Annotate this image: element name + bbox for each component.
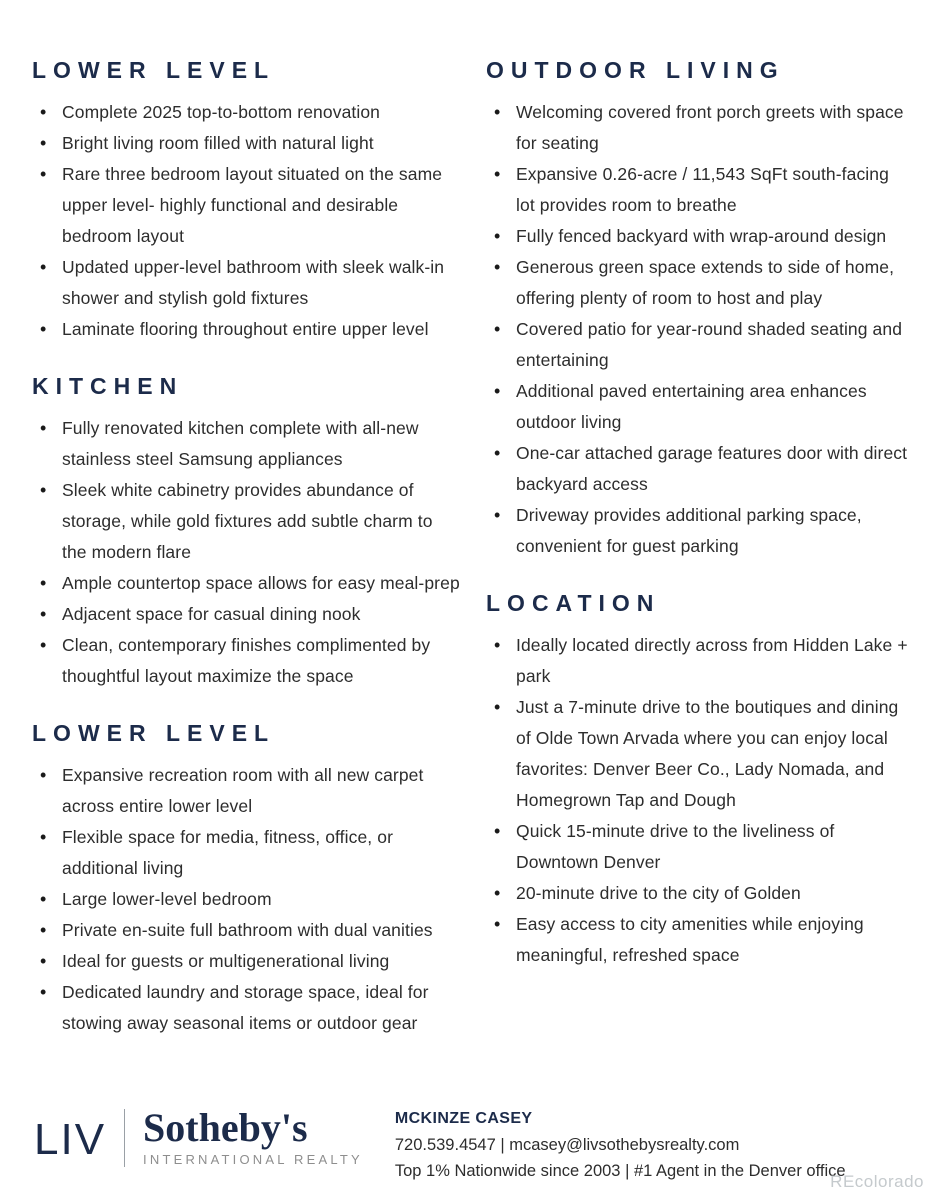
list-item: • Easy access to city amenities while enjoying meaningful, refreshed space: [486, 909, 912, 971]
agent-tagline: Top 1% Nationwide since 2003 | #1 Agent in the Denver office: [394, 1162, 846, 1180]
list-item: • Flexible space for media, fitness, office, or additional living: [32, 822, 462, 884]
list-item: • Additional paved entertaining area enhances outdoor living: [486, 376, 912, 438]
list-item: • Ideally located directly across from Hidden Lake + park: [486, 630, 912, 692]
bullet-list: [486, 97, 912, 562]
liv-sothebys-logo: [34, 1098, 363, 1167]
list-item: • Welcoming covered front porch greets with space for seating: [486, 97, 912, 159]
list-item: • Fully fenced backyard with wrap-around design: [486, 221, 912, 252]
right-column: [486, 56, 912, 1066]
liv-wordmark: LIV: [34, 1114, 107, 1164]
list-item: • 20-minute drive to the city of Golden: [486, 878, 912, 909]
list-item: • One-car attached garage features door with direct backyard access: [486, 438, 912, 500]
agent-contact: 720.539.4547 | mcasey@livsothebysrealty.com: [394, 1136, 740, 1154]
sothebys-wordmark: Sotheby's: [143, 1105, 308, 1150]
list-item: • Fully renovated kitchen complete with all-new stainless steel Samsung appliances: [32, 413, 462, 475]
footer: [34, 1098, 846, 1184]
list-item: • Expansive 0.26-acre / 11,543 SqFt south-facing lot provides room to breathe: [486, 159, 912, 221]
list-item: • Expansive recreation room with all new carpet across entire lower level: [32, 760, 462, 822]
section-title: LOWER LEVEL: [32, 720, 276, 746]
list-item: • Ample countertop space allows for easy meal-prep: [32, 568, 462, 599]
recolorado-watermark: REcolorado: [830, 1172, 924, 1191]
agent-info: [395, 1106, 846, 1184]
list-item: • Covered patio for year-round shaded seating and entertaining: [486, 314, 912, 376]
bullet-list: [486, 630, 912, 971]
list-item: • Quick 15-minute drive to the liveliness of Downtown Denver: [486, 816, 912, 878]
international-realty-label: INTERNATIONAL REALTY: [143, 1152, 363, 1167]
agent-name: MCKINZE CASEY: [394, 1110, 533, 1127]
brand-stack: [143, 1106, 363, 1167]
bullet-list: [32, 760, 462, 1039]
section-title: OUTDOOR LIVING: [486, 57, 785, 83]
list-item: • Adjacent space for casual dining nook: [32, 599, 462, 630]
logo-divider: [124, 1109, 125, 1167]
list-item: • Updated upper-level bathroom with sleek walk-in shower and stylish gold fixtures: [32, 252, 462, 314]
list-item: • Driveway provides additional parking space, convenient for guest parking: [486, 500, 912, 562]
section-lower-level: [32, 719, 462, 1039]
list-item: • Private en-suite full bathroom with dual vanities: [32, 915, 462, 946]
left-column: [32, 56, 462, 1066]
list-item: • Rare three bedroom layout situated on the same upper level- highly functional and desirable bedroom layout: [32, 159, 462, 252]
list-item: • Generous green space extends to side of home, offering plenty of room to host and play: [486, 252, 912, 314]
list-item: • Bright living room filled with natural light: [32, 128, 462, 159]
list-item: • Just a 7-minute drive to the boutiques and dining of Olde Town Arvada where you can enjoy local favorites: Denver Beer Co., Lady Nomada, and Homegrown Tap and Dough: [486, 692, 912, 816]
list-item: • Laminate flooring throughout entire upper level: [32, 314, 462, 345]
section-location: [486, 589, 912, 971]
section-title: LOWER LEVEL: [32, 57, 276, 83]
list-item: • Large lower-level bedroom: [32, 884, 462, 915]
section-title: LOCATION: [486, 590, 661, 616]
list-item: • Complete 2025 top-to-bottom renovation: [32, 97, 462, 128]
list-item: • Dedicated laundry and storage space, ideal for stowing away seasonal items or outdoor gear: [32, 977, 462, 1039]
bullet-list: [32, 413, 462, 692]
bullet-list: [32, 97, 462, 345]
section-upper-level: [32, 56, 462, 345]
section-kitchen: [32, 372, 462, 692]
list-item: • Clean, contemporary finishes complimented by thoughtful layout maximize the space: [32, 630, 462, 692]
list-item: • Sleek white cabinetry provides abundance of storage, while gold fixtures add subtle charm to the modern flare: [32, 475, 462, 568]
section-outdoor-living: [486, 56, 912, 562]
list-item: • Ideal for guests or multigenerational living: [32, 946, 462, 977]
section-title: KITCHEN: [32, 373, 184, 399]
